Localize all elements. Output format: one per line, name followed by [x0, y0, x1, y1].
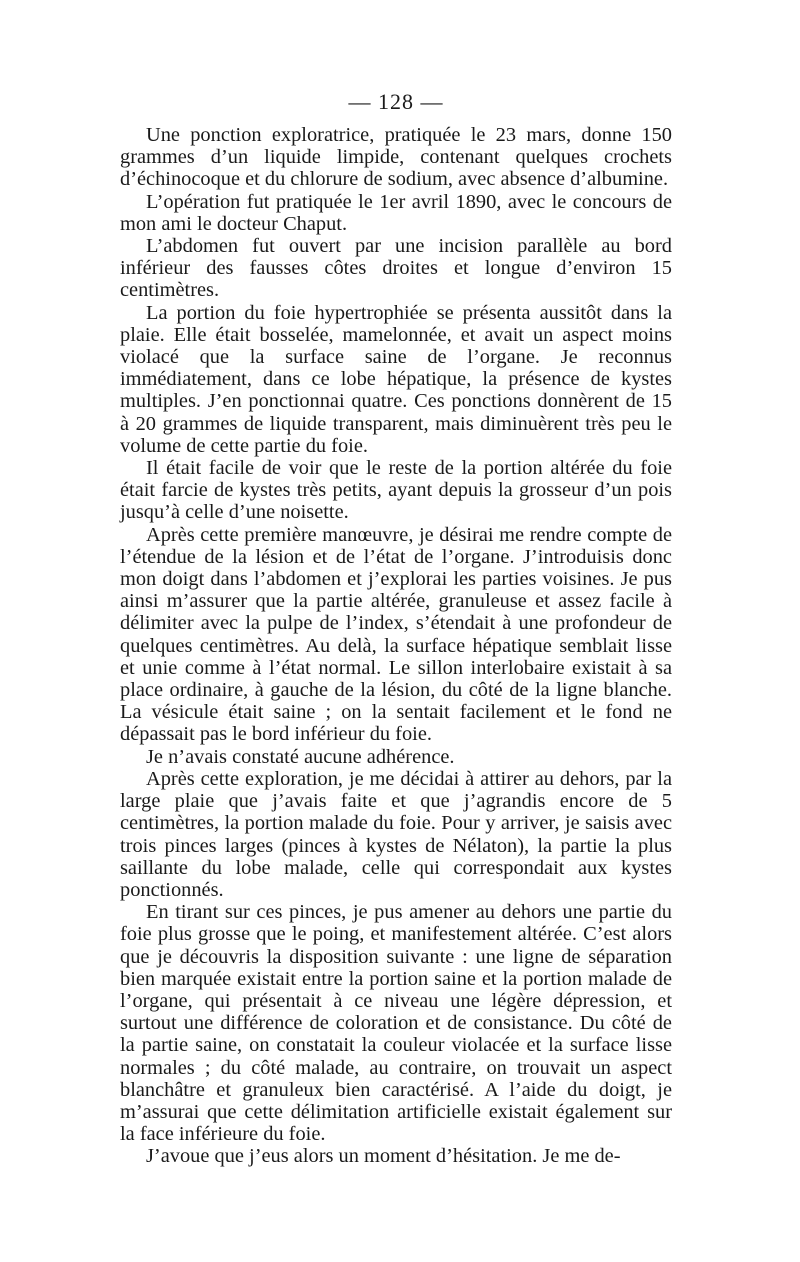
- paragraph: La portion du foie hypertrophiée se présenta aussitôt dans la plaie. Elle était bosselée, mamelonnée, et avait un aspect moins violacé que la surface saine de l’organe. Je reconnus immédiatement, dans ce lobe hépatique, la présence de kystes multiples. J’en ponctionnai quatre. Ces ponctions donnèrent de 15 à 20 grammes de liquide transparent, mais diminuèrent très peu le volume de cette partie du foie.: [120, 301, 672, 457]
- paragraph: En tirant sur ces pinces, je pus amener au dehors une partie du foie plus grosse que le poing, et manifestement altérée. C’est alors que je découvris la disposition suivante : une ligne de séparation bien marquée existait entre la portion saine et la portion malade de l’organe, qui présentait à ce niveau une légère dépression, et surtout une différence de coloration et de consistance. Du côté de la partie saine, on constatait la couleur violacée et la surface lisse normales ; du côté malade, au contraire, on trouvait un aspect blanchâtre et granuleux bien caractérisé. A l’aide du doigt, je m’assurai que cette délimitation artificielle existait également sur la face inférieure du foie.: [120, 901, 672, 1146]
- paragraph: Il était facile de voir que le reste de la portion altérée du foie était farcie de kystes très petits, ayant depuis la grosseur d’un pois jusqu’à celle d’une noisette.: [120, 457, 672, 524]
- paragraph: Après cette exploration, je me décidai à attirer au dehors, par la large plaie que j’avais faite et que j’agrandis encore de 5 centimètres, la portion malade du foie. Pour y arriver, je saisis avec trois pinces larges (pinces à kystes de Nélaton), la partie la plus saillante du lobe malade, celle qui correspondait aux kystes ponctionnés.: [120, 767, 672, 901]
- paragraph: J’avoue que j’eus alors un moment d’hésitation. Je me de-: [146, 1145, 621, 1168]
- paragraph: L’opération fut pratiquée le 1er avril 1890, avec le concours de mon ami le docteur Chaput.: [120, 190, 672, 235]
- page-number: — 128 —: [348, 89, 444, 114]
- body-text: [120, 124, 672, 1168]
- paragraph: Après cette première manœuvre, je désirai me rendre compte de l’étendue de la lésion et de l’état de l’organe. J’introduisis donc mon doigt dans l’abdomen et j’explorai les parties voisines. Je pus ainsi m’assurer que la partie altérée, granuleuse et assez facile à délimiter avec la pulpe de l’index, s’étendait à une profondeur de quelques centimètres. Au delà, la surface hépatique semblait lisse et unie comme à l’état normal. Le sillon interlobaire existait à sa place ordinaire, à gauche de la lésion, du côté de la ligne blanche. La vésicule était saine ; on la sentait facilement et le fond ne dépassait pas le bord inférieur du foie.: [120, 523, 672, 746]
- paragraph: Une ponction exploratrice, pratiquée le 23 mars, donne 150 grammes d’un liquide limpide, contenant quelques crochets d’échinocoque et du chlorure de sodium, avec absence d’albumine.: [120, 124, 672, 191]
- paragraph: L’abdomen fut ouvert par une incision parallèle au bord inférieur des fausses côtes droites et longue d’environ 15 centimètres.: [120, 235, 672, 302]
- paragraph: Je n’avais constaté aucune adhérence.: [146, 745, 455, 768]
